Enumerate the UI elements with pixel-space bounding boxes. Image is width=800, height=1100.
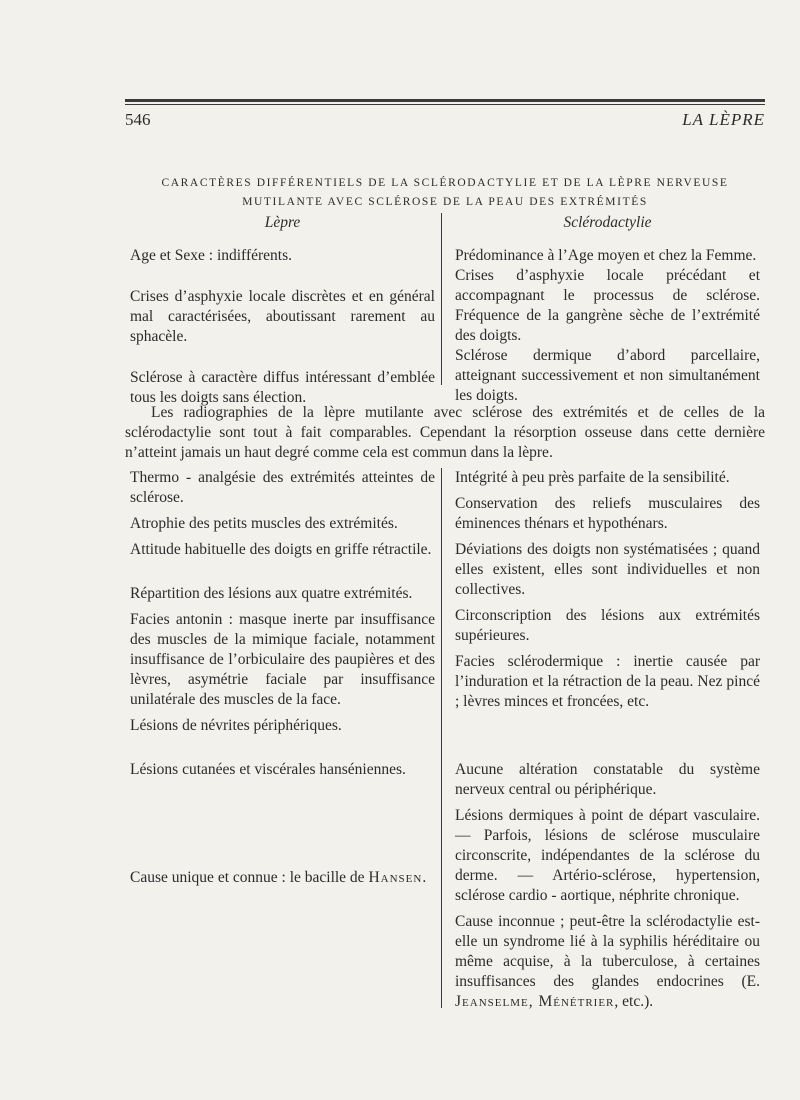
column-divider-2 [441, 468, 442, 1008]
table2-left-item [130, 868, 435, 888]
table2-right-item: Circonscription des lésions aux extrémités supérieures. [455, 607, 760, 644]
cause-text: Cause inconnue ; peut-être la sclérodactylie est-elle un syndrome lié à la syphilis héréditaire ou même acquise, à la tuberculose, à certaines insuffisances des glandes endocrines (E. [455, 913, 760, 990]
table1-left-item: Crises d’asphyxie locale discrètes et en général mal caractérisées, aboutissant rarement au sphacèle. [130, 288, 435, 345]
table1-right-item: Sclérose dermique d’abord parcellaire, atteignant successivement et non simultanément les doigts. [455, 347, 760, 404]
table-title [125, 174, 765, 212]
page-header [125, 110, 765, 134]
table2-right-item [455, 912, 760, 1012]
table2-left-item: Thermo - analgésie des extrémités atteintes de sclérose. [130, 469, 435, 506]
table2-right-item: Intégrité à peu près parfaite de la sensibilité. [455, 469, 730, 486]
author-names: Jeanselme, Ménétrier [455, 993, 615, 1010]
table2-left-item: Lésions de névrites périphériques. [130, 717, 342, 734]
table2-right-column [455, 468, 760, 1012]
table1-right-item: Crises d’asphyxie locale précédant et accompagnant le processus de sclérose. Fréquence de la gangrène sèche de l’extrémité des doigts. [455, 267, 760, 344]
table2-right-item: Facies sclérodermique : inertie causée par l’induration et la rétraction de la peau. Nez pincé ; lèvres minces et froncées, etc. [455, 653, 760, 710]
cause-text: Cause unique et connue : le bacille de [130, 869, 365, 886]
column-head-lepre: Lèpre [264, 214, 301, 231]
table2-right-item: Conservation des reliefs musculaires des éminences thénars et hypothénars. [455, 495, 760, 532]
table2-right-item: Déviations des doigts non systématisées ; quand elles existent, elles sont individuelles et non collectives. [455, 541, 760, 598]
table-title-line-2: MUTILANTE AVEC SCLÉROSE DE LA PEAU DES EXTRÉMITÉS [242, 196, 648, 208]
table2-left-item: Lésions cutanées et viscérales hanséniennes. [130, 761, 406, 778]
column-divider [441, 213, 442, 385]
table2-left-item: Répartition des lésions aux quatre extrémités. [130, 585, 413, 602]
table2-left-item: Facies antonin : masque inerte par insuffisance des muscles de la mimique faciale, notamment insuffisance de l’orbiculaire des paupières et des lèvres, asymétrie faciale par insuffisance unilatérale des muscles de la face. [130, 611, 435, 708]
author-name: Hansen. [368, 869, 428, 886]
table1-left-column [130, 213, 435, 419]
table2-right-item: Lésions dermiques à point de départ vasculaire. — Parfois, lésions de sclérose musculaire circonscrite, indépendantes de la sclérose du derme. — Artério-sclérose, hypertension, sclérose cardio - aortique, néphrite chronique. [455, 807, 760, 904]
table2-left-item: Atrophie des petits muscles des extrémités. [130, 515, 398, 532]
table2-left-item: Attitude habituelle des doigts en griffe rétractile. [130, 541, 432, 558]
table-title-line-1: CARACTÈRES DIFFÉRENTIELS DE LA SCLÉRODACTYLIE ET DE LA LÈPRE NERVEUSE [161, 177, 729, 189]
table1-left-item: Age et Sexe : indifférents. [130, 247, 292, 264]
running-title: LA LÈPRE [682, 110, 765, 129]
cause-tail: , etc.). [614, 993, 654, 1010]
body-paragraph: Les radiographies de la lèpre mutilante avec sclérose des extrémités et de celles de la sclérodactylie sont tout à fait comparables. Cependant la résorption osseuse dans cette dernière n’atteint jamais un haut degré comme cela est commun dans la lèpre. [125, 404, 765, 461]
table2-left-column [130, 468, 435, 888]
table1-right-item: Prédominance à l’Age moyen et chez la Femme. [455, 247, 757, 264]
header-rule [125, 99, 765, 102]
table1-left-item: Sclérose à caractère diffus intéressant d’emblée tous les doigts sans élection. [130, 369, 435, 406]
column-head-sclerodactylie: Sclérodactylie [563, 214, 652, 231]
table2-right-item: Aucune altération constatable du système nerveux central ou périphérique. [455, 761, 760, 798]
table1-right-column [455, 213, 760, 417]
page-number: 546 [125, 110, 151, 129]
header-rule-thin [125, 104, 765, 105]
